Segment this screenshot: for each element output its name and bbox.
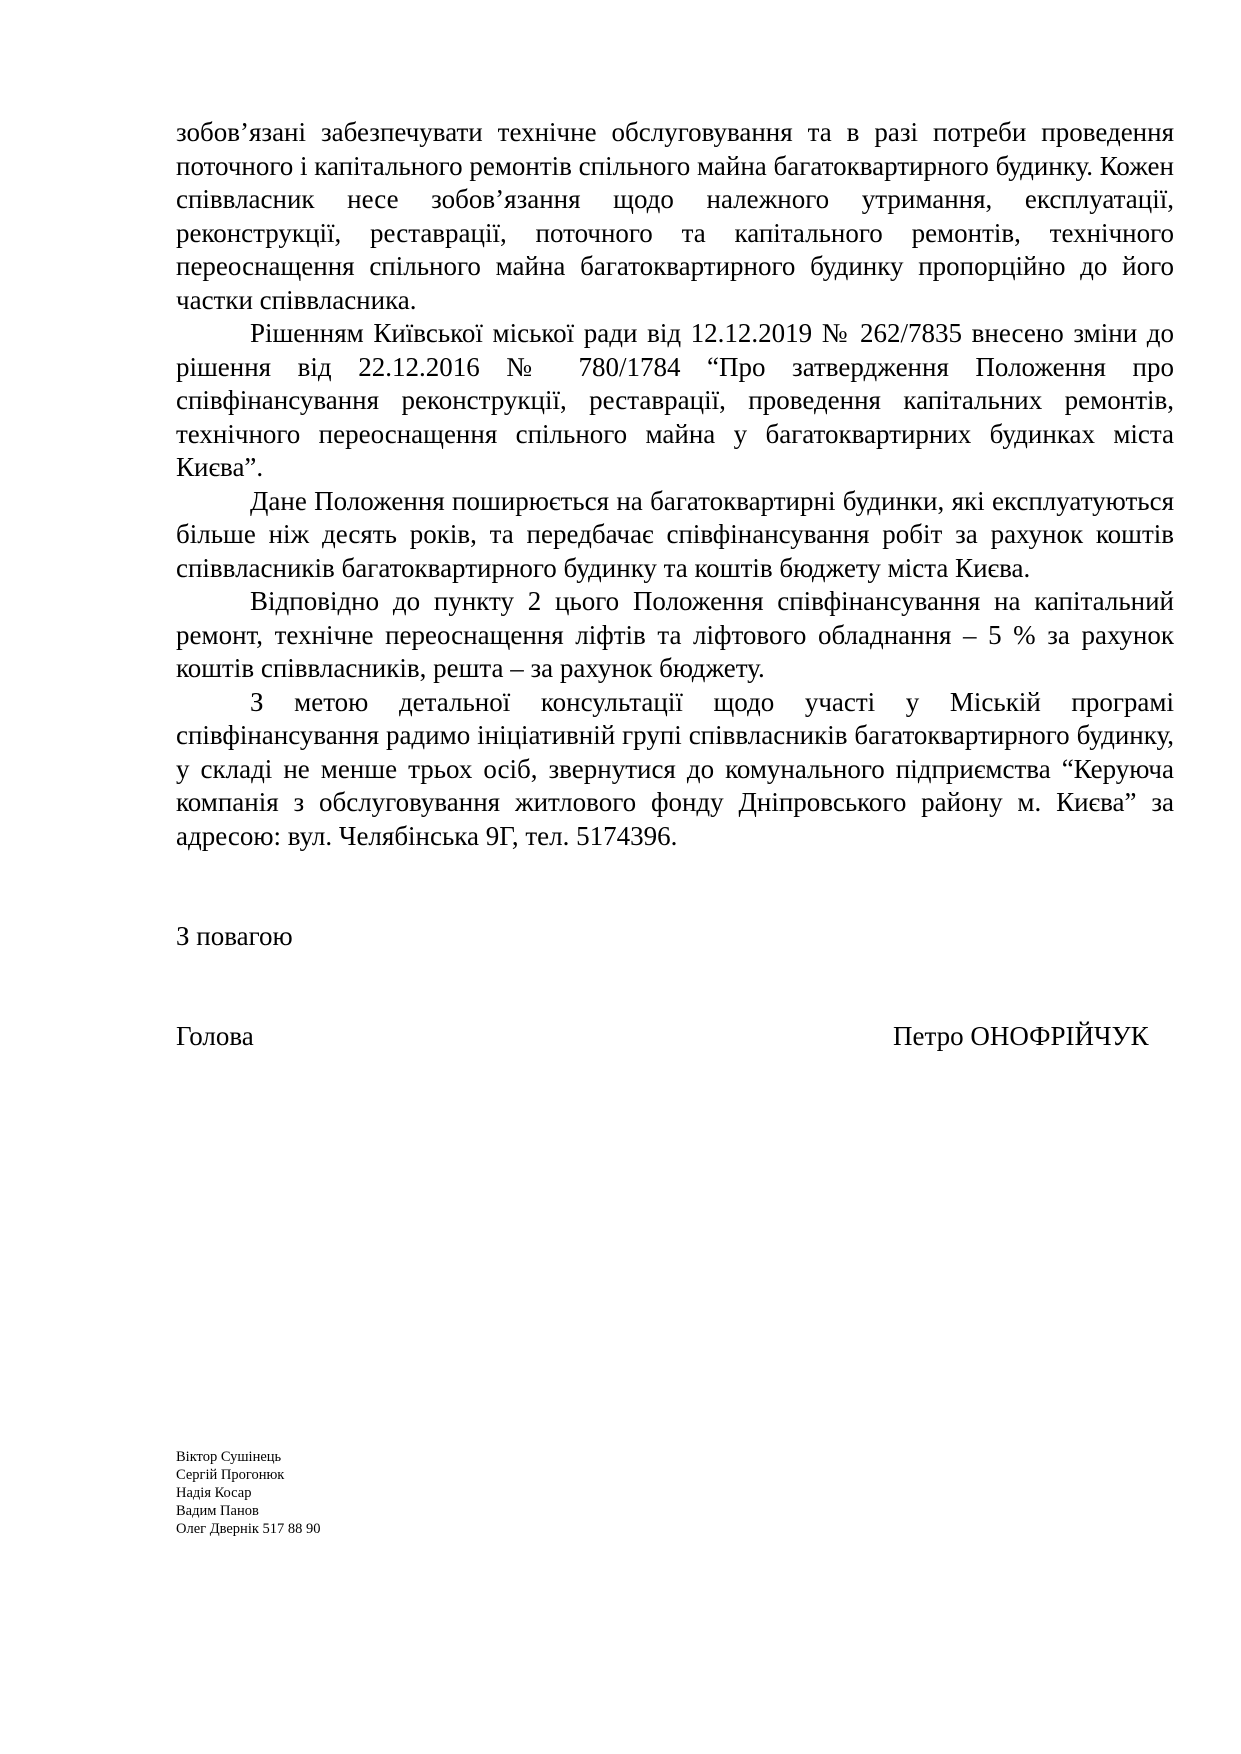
paragraph-obligations: зобов’язані забезпечувати технічне обслуговування та в разі потреби проведення поточного і капітального ремонтів спільного майна багатоквартирного будинку. Кожен співвласник несе зобов’язання щодо належного утримання, експлуатації, реконструкції, реставрації, поточного та капітального ремонтів, технічного переоснащення спільного майна багатоквартирного будинку пропорційно до його частки співвласника. <box>176 117 1174 315</box>
signer-item: Надія Косар <box>176 1485 252 1501</box>
paragraph-cofinancing-terms: Відповідно до пункту 2 цього Положення співфінансування на капітальний ремонт, технічне переоснащення ліфтів та ліфтового обладнання – 5 % за рахунок коштів співвласників, решта – за рахунок бюджету. <box>176 586 1174 683</box>
signature-title: Голова <box>176 1021 254 1051</box>
signer-item: Вадим Панов <box>176 1503 259 1519</box>
letter-body <box>176 116 1174 853</box>
paragraph-regulation-scope: Дане Положення поширюється на багатоквартирні будинки, які експлуатуються більше ніж десять років, та передбачає співфінансування робіт за рахунок коштів співвласників багатоквартирного будинку та коштів бюджету міста Києва. <box>176 485 1174 583</box>
signature-name: Петро ОНОФРІЙЧУК <box>893 1021 1149 1051</box>
signers-list <box>176 1448 321 1538</box>
signer-item: Сергій Прогонюк <box>176 1467 285 1483</box>
closing-phrase: З повагою <box>176 921 293 951</box>
paragraph-council-decision: Рішенням Київської міської ради від 12.12.2019 № 262/7835 внесено зміни до рішення від 22.12.2016 № 780/1784 “Про затвердження Положення про співфінансування реконструкції, реставрації, проведення капітальних ремонтів, технічного переоснащення спільного майна у багатоквартирних будинках міста Києва”. <box>176 318 1174 482</box>
signer-item: Олег Двернік 517 88 90 <box>176 1521 321 1537</box>
paragraph-consultation: З метою детальної консультації щодо участі у Міській програмі співфінансування радимо ініціативній групі співвласників багатоквартирного будинку, у складі не менше трьох осіб, звернутися до комунального підприємства “Керуюча компанія з обслуговування житлового фонду Дніпровського району м. Києва” за адресою: вул. Челябінська 9Г, тел. 5174396. <box>176 686 1174 851</box>
signer-item: Віктор Сушінець <box>176 1449 282 1465</box>
